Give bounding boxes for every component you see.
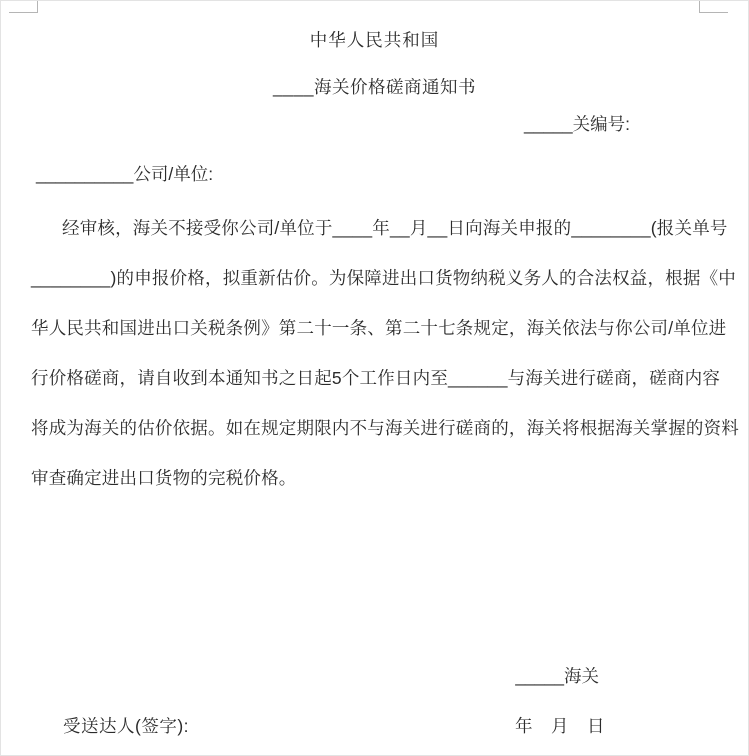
page-margin-mark-top-left (9, 1, 38, 13)
signature-date-row (63, 713, 605, 738)
body-line-5: 将成为海关的估价依据。如在规定期限内不与海关进行磋商的，海关将根据海关掌握的资料 (31, 418, 739, 438)
body-line-6: 审查确定进出口货物的完税价格。 (31, 468, 297, 488)
customs-ref-number-label: _____关编号: (523, 114, 630, 134)
date-fill-in-label: 年 月 日 (515, 716, 605, 736)
body-paragraph (31, 203, 739, 503)
body-line-4: 行价格磋商，请自收到本通知书之日起5个工作日内至______与海关进行磋商，磋商内容 (31, 368, 721, 388)
body-line-1: 经审核，海关不接受你公司/单位于____年__月__日向海关申报的________(报关单号 (62, 218, 728, 238)
page-margin-mark-top-right (699, 1, 728, 13)
addressee-company-label: __________公司/单位: (36, 164, 214, 184)
issuing-customs-signature-label: _____海关 (515, 666, 599, 686)
document-title: 中华人民共和国 (309, 30, 440, 50)
body-line-2: ________)的申报价格，拟重新估价。为保障进出口货物纳税义务人的合法权益，根据《中 (31, 268, 736, 288)
body-line-3: 华人民共和国进出口关税条例》第二十一条、第二十七条规定，海关依法与你公司/单位进 (31, 318, 727, 338)
document-subtitle: ____海关价格磋商通知书 (273, 77, 476, 97)
recipient-signature-label: 受送达人(签字): (63, 716, 190, 736)
